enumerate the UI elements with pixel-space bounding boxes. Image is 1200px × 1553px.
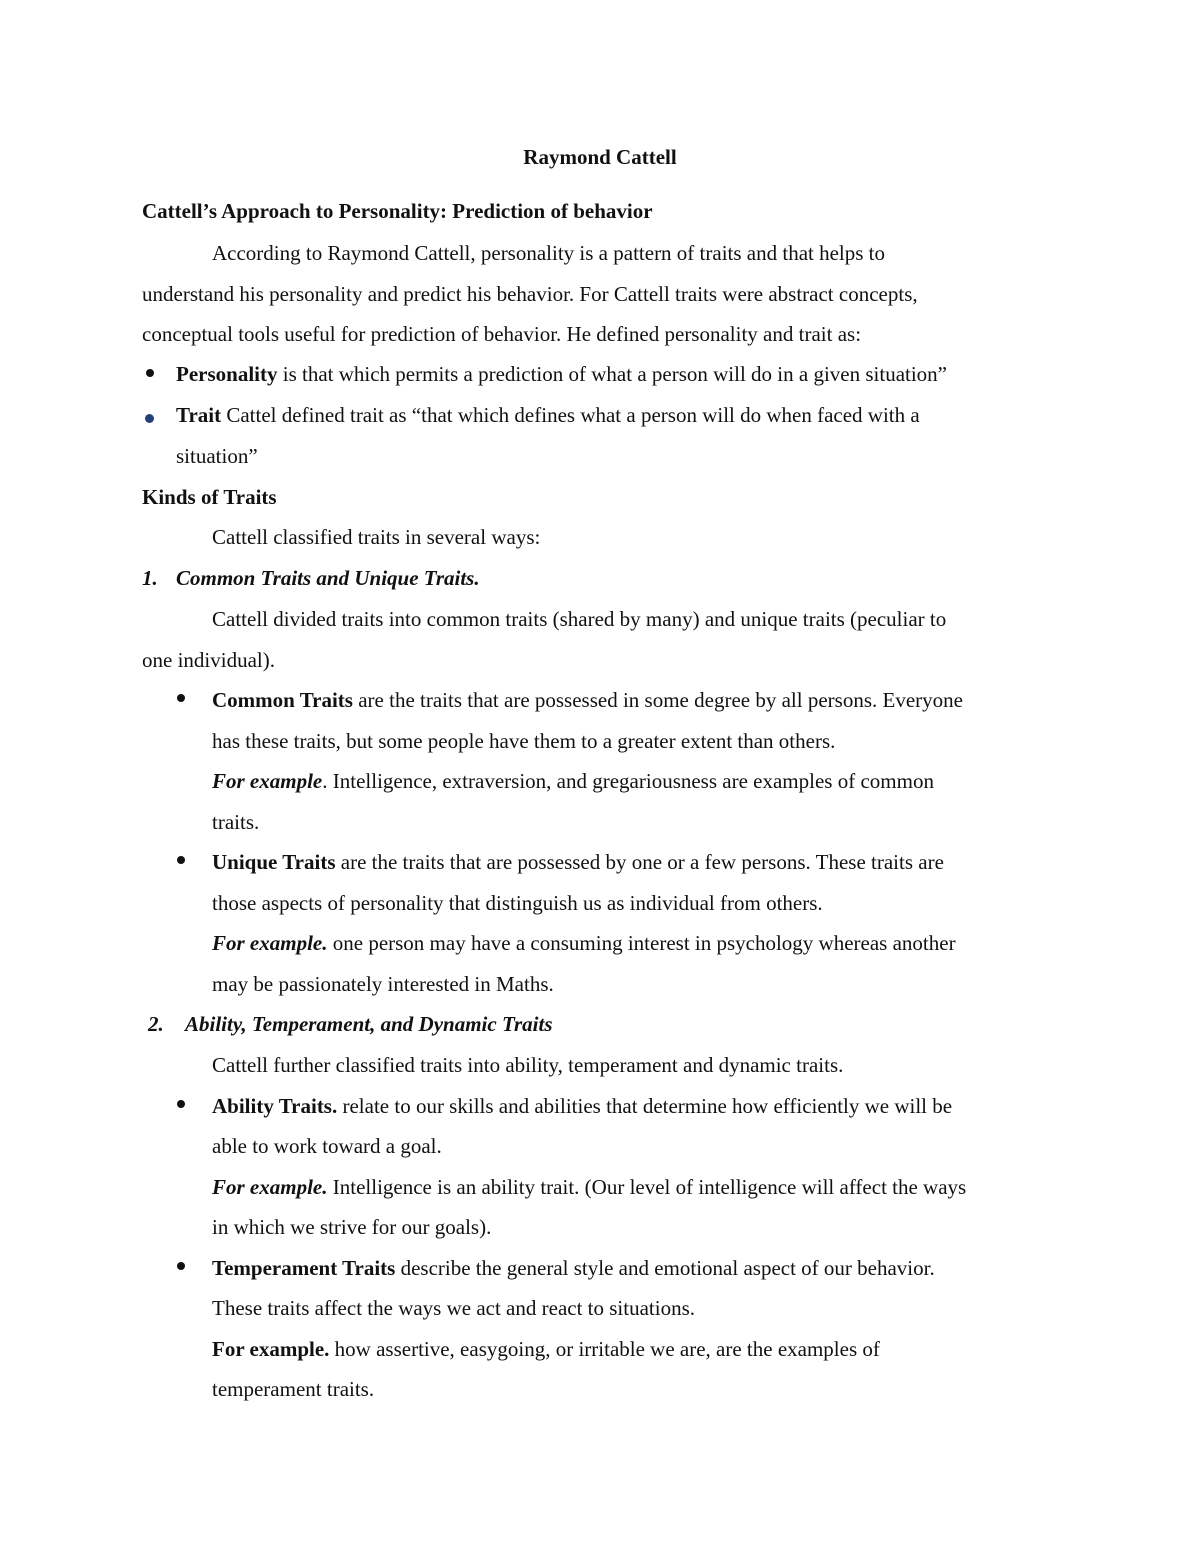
bullet-icon <box>177 1262 185 1270</box>
bullet-ability-traits <box>212 1092 952 1120</box>
bullet-continuation: situation” <box>176 444 258 468</box>
example-text: one person may have a consuming interest in psychology whereas another <box>327 931 956 955</box>
bullet-term: Ability Traits. <box>212 1094 338 1118</box>
paragraph-line: understand his personality and predict his behavior. For Cattell traits were abstract concepts, <box>142 282 918 306</box>
example-continuation: temperament traits. <box>212 1377 375 1401</box>
subheading-common-unique: Common Traits and Unique Traits. <box>176 566 480 590</box>
bullet-icon <box>177 1100 185 1108</box>
example-text: how assertive, easygoing, or irritable we are, are the examples of <box>329 1337 880 1361</box>
list-number: 2. <box>148 1012 164 1036</box>
document-title: Raymond Cattell <box>523 145 677 169</box>
bullet-text: are the traits that are possessed by one or a few persons. These traits are <box>335 850 944 874</box>
bullet-term: Trait <box>176 403 222 427</box>
list-number: 1. <box>142 566 158 590</box>
example-continuation: in which we strive for our goals). <box>212 1215 492 1239</box>
subheading-ability-temperament-dynamic: Ability, Temperament, and Dynamic Traits <box>185 1012 553 1036</box>
paragraph-line: Cattell further classified traits into ability, temperament and dynamic traits. <box>212 1053 844 1077</box>
bullet-text: describe the general style and emotional aspect of our behavior. <box>395 1256 935 1280</box>
section-heading-approach: Cattell’s Approach to Personality: Prediction of behavior <box>142 199 653 223</box>
bullet-text: is that which permits a prediction of what a person will do in a given situation” <box>277 362 948 386</box>
bullet-continuation: has these traits, but some people have them to a greater extent than others. <box>212 729 836 753</box>
example-text: Intelligence is an ability trait. (Our level of intelligence will affect the ways <box>327 1175 967 1199</box>
bullet-common-traits <box>212 686 963 714</box>
example-label: For example. <box>212 1175 328 1199</box>
bullet-term: Temperament Traits <box>212 1256 396 1280</box>
section-heading-kinds: Kinds of Traits <box>142 485 277 509</box>
paragraph-line: one individual). <box>142 648 275 672</box>
example-line <box>212 1335 880 1363</box>
bullet-temperament-traits <box>212 1254 935 1282</box>
bullet-icon <box>146 369 154 377</box>
example-label: For example <box>212 769 323 793</box>
bullet-term: Personality <box>176 362 278 386</box>
bullet-continuation: those aspects of personality that distinguish us as individual from others. <box>212 891 823 915</box>
bullet-icon <box>177 694 185 702</box>
paragraph-line: Cattell divided traits into common traits (shared by many) and unique traits (peculiar to <box>212 607 947 631</box>
bullet-unique-traits <box>212 848 944 876</box>
bullet-term: Common Traits <box>212 688 353 712</box>
bullet-personality <box>176 360 947 388</box>
example-label: For example. <box>212 931 328 955</box>
bullet-text: Cattel defined trait as “that which defines what a person will do when faced with a <box>221 403 920 427</box>
bullet-text: are the traits that are possessed in some degree by all persons. Everyone <box>352 688 963 712</box>
example-continuation: traits. <box>212 810 260 834</box>
example-line <box>212 929 956 957</box>
bullet-continuation: These traits affect the ways we act and react to situations. <box>212 1296 696 1320</box>
example-label: For example. <box>212 1337 330 1361</box>
bullet-continuation: able to work toward a goal. <box>212 1134 442 1158</box>
example-text: . Intelligence, extraversion, and gregariousness are examples of common <box>322 769 934 793</box>
bullet-icon <box>177 856 185 864</box>
paragraph-line: conceptual tools useful for prediction of behavior. He defined personality and trait as: <box>142 322 862 346</box>
bullet-icon <box>145 414 154 423</box>
example-continuation: may be passionately interested in Maths. <box>212 972 554 996</box>
example-line <box>212 767 934 795</box>
bullet-trait <box>176 401 920 429</box>
paragraph-line: According to Raymond Cattell, personality is a pattern of traits and that helps to <box>212 241 886 265</box>
bullet-text: relate to our skills and abilities that determine how efficiently we will be <box>337 1094 953 1118</box>
bullet-term: Unique Traits <box>212 850 336 874</box>
example-line <box>212 1173 966 1201</box>
paragraph-line: Cattell classified traits in several ways: <box>212 525 541 549</box>
